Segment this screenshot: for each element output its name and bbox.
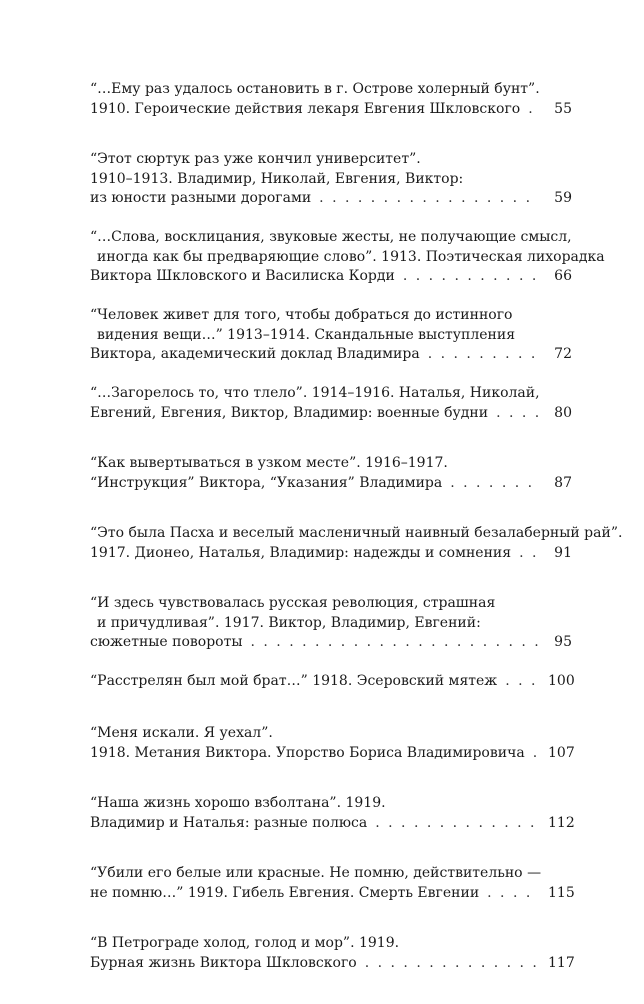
page-number: 72 <box>554 346 572 362</box>
toc-entry-line: “Меня искали. Я уехал”. <box>90 725 273 741</box>
toc-entry <box>90 228 605 306</box>
dot-leader <box>487 884 538 904</box>
toc-entry-line: Владимир и Наталья: разные полюса <box>90 814 368 831</box>
toc-entry-last-line <box>90 189 572 209</box>
toc-entry <box>90 672 575 724</box>
toc-entry <box>90 524 623 594</box>
toc-entry-line: “Убили его белые или красные. Не помню, действительно — <box>90 865 542 881</box>
toc-entry-line: Виктора Шкловского и Василиска Корди <box>90 268 395 284</box>
toc-entry-last-line <box>90 814 575 834</box>
toc-entry <box>90 306 572 384</box>
page-number: 115 <box>548 884 575 901</box>
toc-entry-line: иногда как бы предваряющие слово”. 1913. Поэтическая лихорадка <box>97 248 605 265</box>
toc-entry-line: не помню…” 1919. Гибель Евгения. Смерть Евгении <box>90 884 480 901</box>
toc-entry-line: “…Ему раз удалось остановить в г. Острове холерный бунт”. <box>90 81 540 97</box>
toc-entry-last-line <box>90 404 572 424</box>
dot-leader <box>319 189 538 209</box>
toc-entry-last-line <box>90 100 572 120</box>
page-number: 95 <box>554 634 572 650</box>
toc-entry-line: 1910. Героические действия лекаря Евгения Шкловского <box>90 100 521 117</box>
toc-entry-line: 1910–1913. Владимир, Николай, Евгения, Виктор: <box>90 170 464 187</box>
toc-entry-line: Бурная жизнь Виктора Шкловского <box>90 954 357 971</box>
dot-leader <box>403 267 538 287</box>
toc-entry-last-line <box>90 474 572 494</box>
page-number: 66 <box>554 268 572 284</box>
page-number: 87 <box>554 474 572 491</box>
toc-entry-line: “Наша жизнь хорошо взболтана”. 1919. <box>90 795 386 811</box>
page-number: 59 <box>554 190 572 206</box>
toc-entry <box>90 724 575 794</box>
page-number: 91 <box>554 544 572 561</box>
dot-leader <box>519 544 538 564</box>
toc-entry <box>90 594 572 672</box>
page-number: 55 <box>554 100 572 117</box>
toc-entry <box>90 864 575 934</box>
toc-entry-line: “Расстрелян был мой брат…” 1918. Эсеровский мятеж <box>90 673 498 689</box>
toc-entry-line: 1917. Дионео, Наталья, Владимир: надежды и сомнения <box>90 544 512 561</box>
toc-entry-last-line <box>90 633 572 653</box>
toc-entry-line: Евгений, Евгения, Виктор, Владимир: военные будни <box>90 404 489 421</box>
toc-entry-line: “Этот сюртук раз уже кончил университет”. <box>90 151 421 167</box>
page-number: 80 <box>554 404 572 421</box>
page-number: 112 <box>548 814 575 831</box>
dot-leader <box>528 100 538 120</box>
toc-entry-last-line <box>90 744 575 764</box>
toc-entry-line: и причудливая”. 1917. Виктор, Владимир, Евгений: <box>97 614 481 631</box>
toc-entry-last-line <box>90 672 575 692</box>
toc-entry-line: “Человек живет для того, чтобы добраться до истинного <box>90 307 513 323</box>
dot-leader <box>496 404 538 424</box>
page-number: 100 <box>548 673 575 689</box>
toc-entry-line: “…Загорелось то, что тлело”. 1914–1916. Наталья, Николай, <box>90 385 540 401</box>
toc-entry <box>90 934 575 1004</box>
toc-entry-line: 1918. Метания Виктора. Упорство Бориса Владимировича <box>90 744 525 761</box>
toc-entry <box>90 150 572 228</box>
toc-entry-last-line <box>90 884 575 904</box>
toc-entry <box>90 794 575 864</box>
toc-entry-line: сюжетные повороты <box>90 634 243 650</box>
toc-entry-line: Виктора, академический доклад Владимира <box>90 346 420 362</box>
dot-leader <box>251 633 539 653</box>
toc-entry <box>90 454 572 524</box>
toc-entry-last-line <box>90 345 572 365</box>
dot-leader <box>365 954 538 974</box>
toc-entry-line: “В Петрограде холод, голод и мор”. 1919. <box>90 935 400 951</box>
dot-leader <box>450 474 538 494</box>
toc-entry-last-line <box>90 544 572 564</box>
toc-entry <box>90 80 572 150</box>
toc-entry-last-line <box>90 954 575 974</box>
toc-entry-line: “И здесь чувствовалась русская революция, страшная <box>90 595 496 611</box>
toc-entry-line: “Это была Пасха и веселый масленичный наивный безалаберный рай”. <box>90 525 623 541</box>
toc-entry-line: “Как вывертываться в узком месте”. 1916–1917. <box>90 455 448 471</box>
dot-leader <box>428 345 538 365</box>
dot-leader <box>505 672 538 692</box>
dot-leader <box>533 744 538 764</box>
toc-entry <box>90 384 572 454</box>
table-of-contents <box>90 80 623 1004</box>
page-number: 107 <box>548 744 575 761</box>
toc-entry-line: “Инструкция” Виктора, “Указания” Владимира <box>90 474 443 491</box>
toc-entry-last-line <box>90 267 572 287</box>
page-number: 117 <box>548 954 575 971</box>
toc-entry-line: из юности разными дорогами <box>90 190 312 206</box>
toc-entry-line: “…Слова, восклицания, звуковые жесты, не получающие смысл, <box>90 229 572 245</box>
dot-leader <box>375 814 538 834</box>
toc-entry-line: видения вещи…” 1913–1914. Скандальные выступления <box>97 326 516 343</box>
